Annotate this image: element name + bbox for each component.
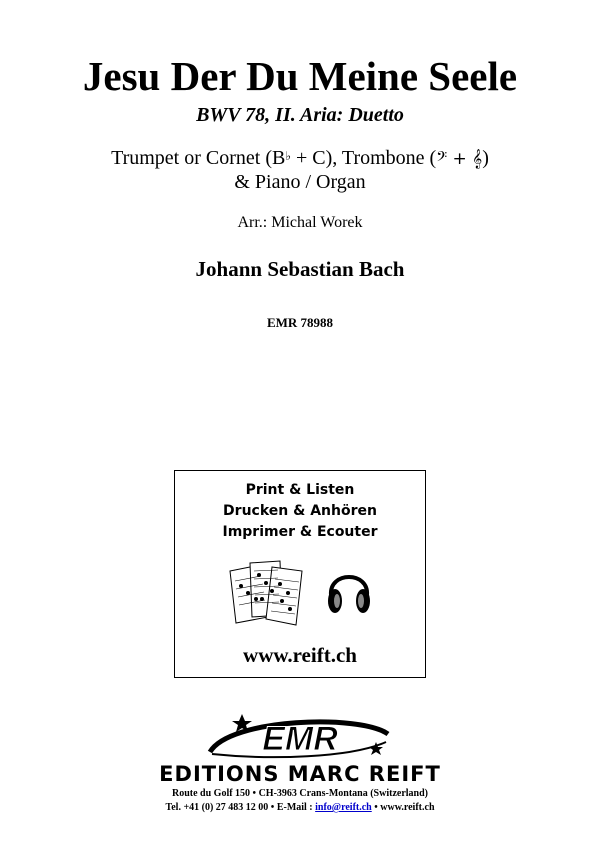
headphones-icon (325, 561, 373, 617)
instrument-text-c: ) (482, 147, 489, 169)
composer: Johann Sebastian Bach (195, 257, 405, 281)
flat-symbol: ♭ (285, 149, 292, 163)
catalog-code: EMR 78988 (266, 315, 334, 330)
clef-symbols: 𝄢 + 𝄞 (436, 149, 483, 169)
instrument-text-a: Trumpet or Cornet (B (111, 147, 286, 169)
promo-line-english: Print & Listen (245, 482, 355, 498)
promo-line-german: Drucken & Anhören (223, 503, 377, 519)
promo-line-french: Imprimer & Ecouter (222, 524, 378, 540)
publisher-address: Route du Golf 150 • CH-3963 Crans-Montana (Switzerland) (172, 788, 428, 799)
contact-prefix: Tel. +41 (0) 27 483 12 00 • E-Mail : (165, 802, 316, 813)
instrumentation-line-2: & Piano / Organ (234, 171, 366, 193)
logo-text: EMR (262, 720, 338, 758)
instrumentation-line-1 (0, 146, 600, 171)
emr-logo (150, 712, 450, 762)
print-listen-box (174, 470, 426, 678)
arranger: Arr.: Michal Worek (237, 214, 363, 231)
publisher-contact (0, 801, 600, 814)
email-link[interactable]: info@reift.ch (315, 802, 372, 813)
instrument-text-b: + C), Trombone ( (291, 147, 437, 169)
page-title: Jesu Der Du Meine Seele (82, 53, 518, 99)
website-link[interactable]: www.reift.ch (243, 643, 357, 667)
publisher-name: EDITIONS MARC REIFT (159, 762, 441, 786)
subtitle: BWV 78, II. Aria: Duetto (196, 104, 404, 126)
contact-suffix: • www.reift.ch (371, 802, 435, 813)
sheet-music-icon (226, 559, 310, 627)
